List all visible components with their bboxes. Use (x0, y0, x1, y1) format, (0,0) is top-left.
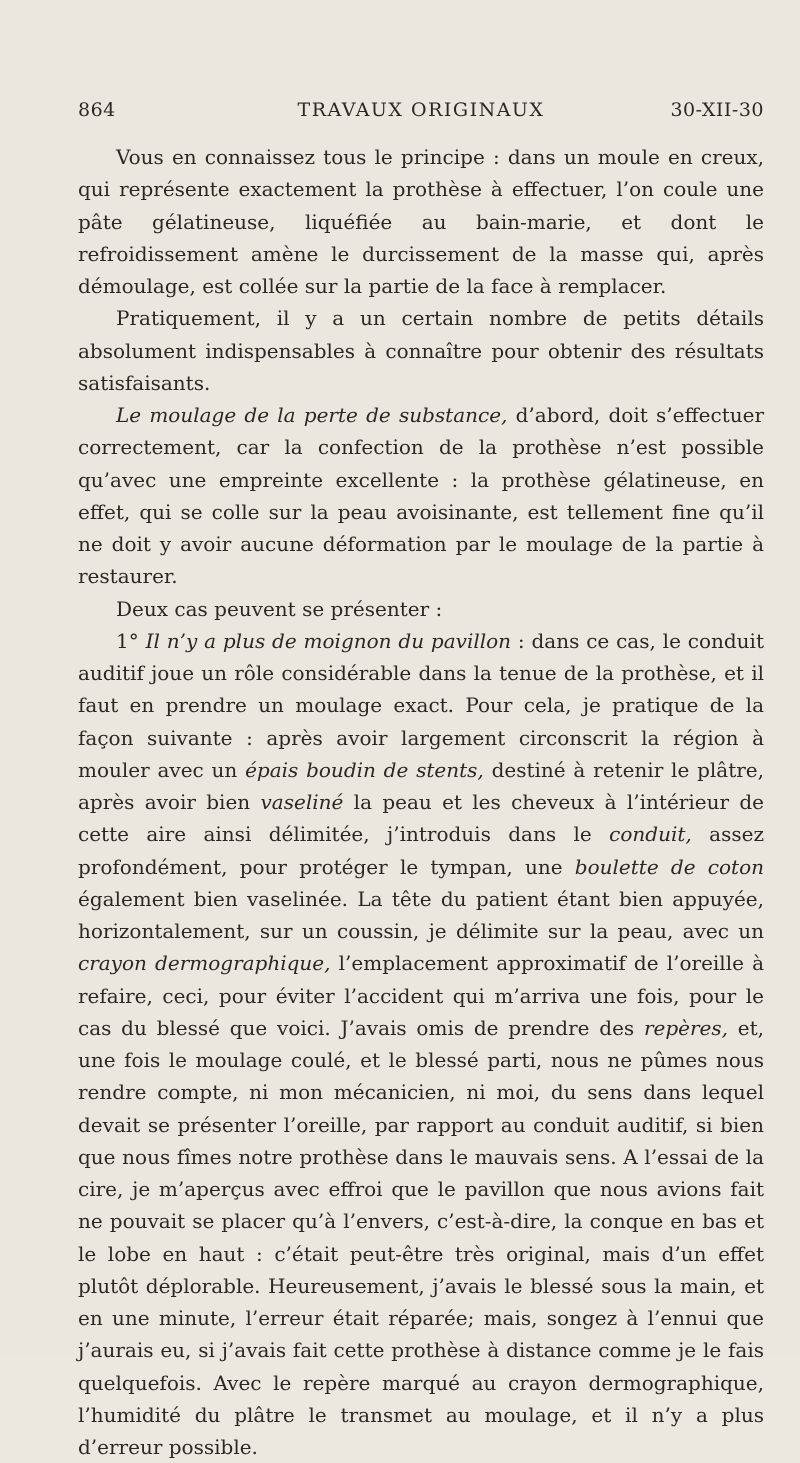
paragraph-principle: Vous en connaissez tous le principe : dans un moule en creux, qui représente exactement la prothèse à effectuer, l’on coule une pâte gélatineuse, liquéfiée au bain-marie, et dont le refroidissement amène le durcissement de la masse qui, après démoulage, est collée sur la partie de la face à remplacer. (78, 145, 764, 298)
emphasis-text: boulette de coton (574, 854, 764, 879)
emphasis-text: repères, (643, 1015, 728, 1040)
paragraph-details: Pratiquement, il y a un certain nombre de petits détails absolument indispensables à connaître pour obtenir des résultats satisfaisants. (78, 306, 764, 395)
paragraph-case-one: 1° Il n’y a plus de moignon du pavillon : dans ce cas, le conduit auditif joue un rôle considérable dans la tenue de la prothèse, et il faut en prendre un moulage exact. Pour cela, je pratique de la façon suivante : après avoir largement circonscrit la région à mouler avec un épais boudin de stents, destiné à retenir le plâtre, après avoir bien vaseliné la peau et les cheveux à l’intérieur de cette aire ainsi délimitée, j’introduis dans le conduit, assez profondément, pour protéger le tympan, une boulette de coton également bien vaselinée. La tête du patient étant bien appuyée, horizontalement, sur un coussin, je délimite sur la peau, avec un crayon dermographique, l’emplacement approximatif de l’oreille à refaire, ceci, pour éviter l’accident qui m’arriva une fois, pour le cas du blessé que voici. J’avais omis de prendre des repères, et, une fois le moulage coulé, et le blessé parti, nous ne pûmes nous rendre compte, ni mon mécanicien, ni moi, du sens dans lequel devait se présenter l’oreille, par rapport au conduit auditif, si bien que nous fîmes notre prothèse dans le mauvais sens. A l’essai de la cire, je m’aperçus avec effroi que le pavillon que nous avions fait ne pouvait se placer qu’à l’envers, c’est-à-dire, la conque en bas et le lobe en haut : c’était peut-être très original, mais d’un effet plutôt déplorable. Heureusement, j’avais le blessé sous la main, et en une minute, l’erreur était réparée; mais, songez à l’ennui que j’aurais eu, si j’avais fait cette prothèse à distance comme je le fais quelquefois. Avec le repère marqué au crayon dermographique, l’humidité du plâtre le transmet au moulage, et il n’y a plus d’erreur possible. (78, 628, 765, 1459)
issue-date: 30-XII-30 (670, 99, 764, 121)
emphasis-text: crayon dermographique, (78, 951, 331, 976)
emphasis-text: Il n’y a plus de moignon du pavillon (145, 628, 512, 653)
running-header (78, 99, 764, 129)
emphasis-text: vaseliné (260, 790, 344, 814)
paragraph-deux-cas: Deux cas peuvent se présenter : (116, 596, 443, 621)
running-title: TRAVAUX ORIGINAUX (297, 99, 545, 121)
paragraph-moulage: Le moulage de la perte de substance, d’abord, doit s’effectuer correctement, car la confection de la prothèse n’est possible qu’avec une empreinte excellente : la prothèse gélatineuse, en effet, qui se colle sur la peau avoisinante, est tellement fine qu’il ne doit y avoir aucune déformation par le moulage de la partie à restaurer. (78, 403, 765, 589)
body-text (78, 141, 764, 1463)
emphasis-text: Le moulage de la perte de substance, (116, 403, 508, 427)
page-number: 864 (78, 99, 116, 121)
emphasis-text: épais boudin de stents, (245, 757, 484, 782)
emphasis-text: conduit, (609, 822, 692, 847)
